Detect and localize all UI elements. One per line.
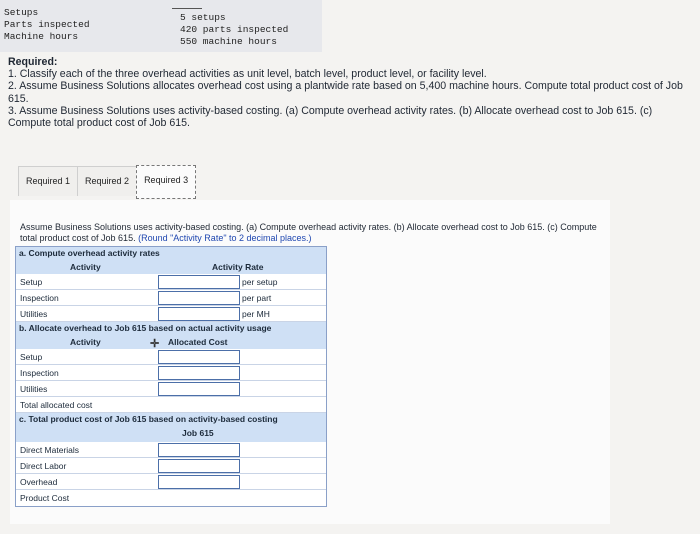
table-row bbox=[16, 458, 326, 474]
row-label: Product Cost bbox=[20, 493, 70, 503]
col-allocated-cost: Allocated Cost bbox=[168, 337, 228, 347]
inspection-cost-input[interactable] bbox=[158, 366, 240, 380]
required-item: 3. Assume Business Solutions uses activity-based costing. (a) Compute overhead activity rates. (b) Allocate overhead cost to Job 615. (c) Compute total product cost of Job 615. bbox=[8, 104, 653, 130]
tab-bar bbox=[18, 166, 195, 200]
instructions bbox=[20, 222, 610, 244]
overhead-input[interactable] bbox=[158, 475, 240, 489]
section-b-title: b. Allocate overhead to Job 615 based on actual activity usage bbox=[16, 322, 326, 335]
section-a-header bbox=[16, 260, 326, 274]
col-activity-rate: Activity Rate bbox=[212, 262, 264, 272]
required-section bbox=[8, 56, 688, 129]
row-label: Setup bbox=[20, 352, 43, 362]
row-label: Utilities bbox=[20, 384, 48, 394]
data-values bbox=[180, 12, 288, 48]
row-label: Inspection bbox=[20, 368, 59, 378]
inspection-rate-input[interactable] bbox=[158, 291, 240, 305]
section-a-title: a. Compute overhead activity rates bbox=[16, 247, 326, 260]
required-item: 2. Assume Business Solutions allocates overhead cost using a plantwide rate based on 5,400 machine hours. Compute total product cost of Job 615. bbox=[8, 80, 683, 105]
data-value: 550 machine hours bbox=[180, 36, 277, 47]
row-label: Total allocated cost bbox=[20, 400, 93, 410]
section-c-header bbox=[16, 426, 326, 442]
divider bbox=[172, 8, 202, 9]
section-c-title: c. Total product cost of Job 615 based on activity-based costing bbox=[16, 413, 326, 426]
table-row bbox=[16, 381, 326, 397]
direct-materials-input[interactable] bbox=[158, 443, 240, 457]
row-unit: per part bbox=[242, 293, 272, 303]
data-label: Machine hours bbox=[4, 31, 79, 42]
utilities-rate-input[interactable] bbox=[158, 307, 240, 321]
data-labels bbox=[4, 7, 90, 43]
row-label: Direct Materials bbox=[20, 445, 80, 455]
abc-table bbox=[15, 246, 327, 507]
col-activity: Activity bbox=[70, 262, 101, 272]
table-row bbox=[16, 274, 326, 290]
table-row bbox=[16, 365, 326, 381]
setup-rate-input[interactable] bbox=[158, 275, 240, 289]
table-row bbox=[16, 290, 326, 306]
tab-required-1[interactable]: Required 1 bbox=[18, 166, 78, 196]
row-unit: per MH bbox=[242, 309, 270, 319]
table-row bbox=[16, 474, 326, 490]
tab-required-2[interactable]: Required 2 bbox=[77, 166, 137, 196]
row-label: Utilities bbox=[20, 309, 48, 319]
col-activity: Activity bbox=[70, 337, 101, 347]
required-title: Required: bbox=[8, 56, 58, 68]
given-data-panel bbox=[0, 0, 322, 52]
row-label: Direct Labor bbox=[20, 461, 67, 471]
rounding-note: (Round "Activity Rate" to 2 decimal places.) bbox=[138, 233, 312, 243]
row-unit: per setup bbox=[242, 277, 278, 287]
required-item: 1. Classify each of the three overhead activities as unit level, batch level, product level, or facility level. bbox=[8, 68, 487, 81]
col-job-615: Job 615 bbox=[182, 428, 214, 438]
table-row bbox=[16, 306, 326, 322]
move-cursor-icon: ✛ bbox=[150, 338, 160, 350]
setup-cost-input[interactable] bbox=[158, 350, 240, 364]
data-label: Parts inspected bbox=[4, 19, 90, 30]
utilities-cost-input[interactable] bbox=[158, 382, 240, 396]
data-value: 420 parts inspected bbox=[180, 24, 289, 35]
data-label: Setups bbox=[4, 7, 39, 18]
direct-labor-input[interactable] bbox=[158, 459, 240, 473]
row-label: Setup bbox=[20, 277, 43, 287]
section-b-header bbox=[16, 335, 326, 349]
data-value: 5 setups bbox=[180, 12, 226, 23]
table-row bbox=[16, 490, 326, 506]
table-row bbox=[16, 397, 326, 413]
row-label: Inspection bbox=[20, 293, 59, 303]
instructions-text: Assume Business Solutions uses activity-based costing. (a) Compute overhead activity rates. (b) Allocate overhead cost to Job 615. (c) Compute total product cost of Job 615. bbox=[20, 222, 597, 243]
table-row bbox=[16, 442, 326, 458]
row-label: Overhead bbox=[20, 477, 58, 487]
tab-required-3[interactable]: Required 3 bbox=[136, 165, 196, 199]
table-row bbox=[16, 349, 326, 365]
